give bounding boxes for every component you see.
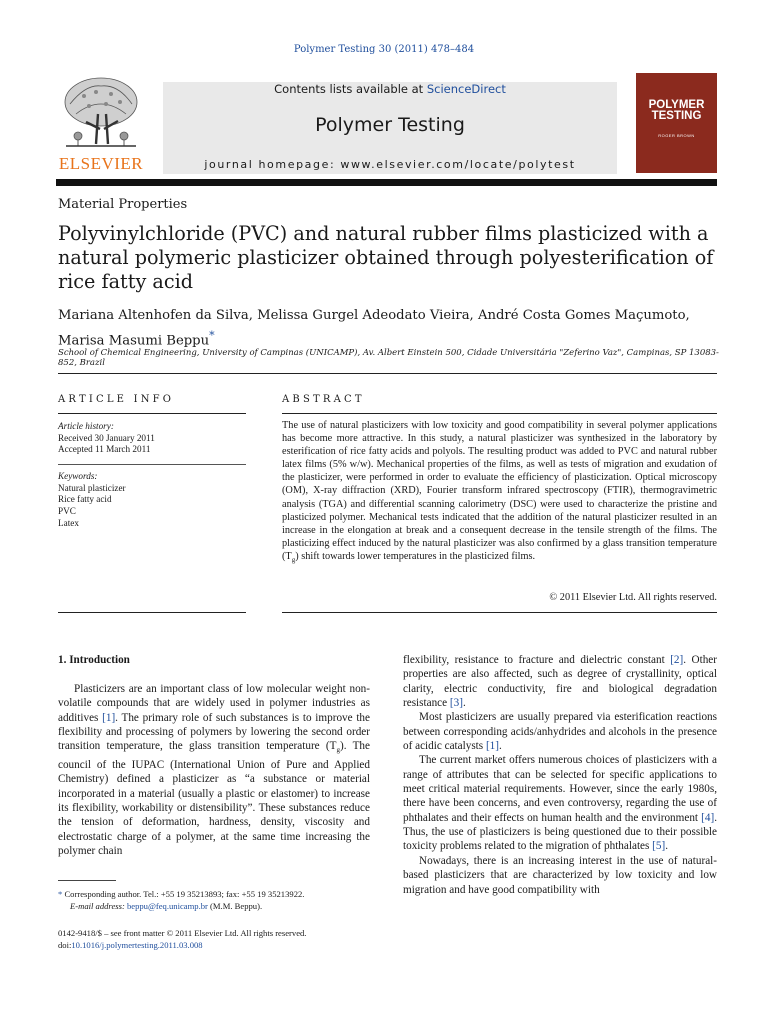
sciencedirect-link[interactable]: ScienceDirect bbox=[426, 82, 506, 96]
article-history bbox=[58, 421, 155, 456]
divider bbox=[58, 373, 717, 374]
email-line bbox=[58, 900, 378, 912]
text: ). The council of the IUPAC (International Union of Pure and Applied Chemistry) defined a plasticizer as “a substance or material incorporated in a material (usually a plastic or elastomer) to increase its flexibility, workability or distensibility”. These substances reduce the tension of deformation, hardness, density, viscosity and electrostatic charge of a polymer, at the same time increasing the polymer chain bbox=[58, 740, 370, 858]
text: . The primary role of such substances is to improve the flexibility and processing of polymers by lowering the second order transition temperature, the glass transition temperature (T bbox=[58, 711, 370, 753]
received-date: Received 30 January 2011 bbox=[58, 432, 155, 443]
paragraph bbox=[403, 753, 717, 853]
footnote-mark[interactable]: * bbox=[58, 889, 63, 899]
abstract-part: The use of natural plasticizers with low toxicity and good compatibility in several polymer applications has become more attractive. In this study, a natural plasticizer was synthesized in the laboratory by esterification of rice fatty acids and polyols. The resulting product was added to PVC and natural rubber latex films (5% w/w). Mechanical properties of the films, as well as tests of migration and exudation of the plasticizer, were performed in order to evaluate the efficiency of plasticization. Optical microscopy (OM), X-ray diffraction (XRD), Fourier transform infrared spectroscopy (FTIR), thermogravimetric analysis (TGA) and differential scanning calorimetry (DSC) were used to characterize the pristine and plasticized polymer. Mechanical tests indicated that the addition of the natural plasticizer resulted in an increase in the elongation at break and a consequent decrease in the tensile strength of the films. The plasticizing effect induced by the natural plasticizer was also confirmed by a glass transition temperature (T bbox=[282, 420, 717, 562]
history-label: Article history: bbox=[58, 421, 114, 431]
section-label: Material Properties bbox=[58, 197, 188, 212]
article-info-heading: ARTICLE INFO bbox=[58, 394, 175, 405]
abstract-text bbox=[282, 419, 717, 567]
cover-title-line1: POLYMER bbox=[648, 99, 705, 111]
keywords-label: Keywords: bbox=[58, 471, 98, 481]
journal-title: Polymer Testing bbox=[315, 114, 465, 136]
abstract-part: ) shift towards lower temperatures in the plasticized films. bbox=[295, 550, 536, 562]
doi-label: doi: bbox=[58, 940, 72, 951]
homepage-prefix: journal homepage: bbox=[204, 158, 341, 171]
corresponding-text: Corresponding author. Tel.: +55 19 35213893; fax: +55 19 35213922. bbox=[62, 889, 305, 899]
elsevier-wordmark: ELSEVIER bbox=[58, 154, 144, 173]
text: Most plasticizers are usually prepared via esterification reactions between corresponding acids/anhydrides and alcohols in the presence of acidic catalysts bbox=[403, 711, 717, 753]
front-matter bbox=[58, 927, 388, 951]
divider bbox=[282, 612, 717, 613]
homepage-line bbox=[163, 158, 617, 171]
footnote-divider bbox=[58, 880, 116, 881]
accepted-date: Accepted 11 March 2011 bbox=[58, 444, 151, 455]
keyword: Latex bbox=[58, 517, 79, 528]
divider bbox=[58, 612, 246, 613]
citation-link[interactable]: [1] bbox=[485, 740, 499, 753]
cover-title bbox=[636, 100, 717, 122]
body-column-left bbox=[58, 682, 370, 858]
journal-cover[interactable] bbox=[636, 73, 717, 173]
elsevier-logo bbox=[56, 74, 146, 174]
contents-line bbox=[163, 82, 617, 96]
paragraph bbox=[403, 710, 717, 753]
email-suffix: (M.M. Beppu). bbox=[207, 901, 263, 912]
divider bbox=[58, 464, 246, 465]
text: The current market offers numerous choices of plasticizers with a range of attributes that can be selected for specific applications to meet critical material requirements. However, since the early 1980s, there have been concerns, and even controversy, regarding the use of phthalates and their effects on human health and the environment bbox=[403, 754, 717, 824]
doi-link[interactable]: 10.1016/j.polymertesting.2011.03.008 bbox=[71, 940, 203, 951]
contents-prefix: Contents lists available at bbox=[274, 82, 427, 96]
citation-link[interactable]: [4] bbox=[701, 811, 715, 824]
keyword: Rice fatty acid bbox=[58, 494, 112, 505]
abstract-subscript: g bbox=[291, 555, 296, 564]
body-column-right bbox=[403, 653, 717, 897]
section-heading: 1. Introduction bbox=[58, 654, 130, 666]
affiliation: School of Chemical Engineering, University of Campinas (UNICAMP), Av. Albert Einstein 500, Cidade Universitária "Zeferino Vaz", Campinas, SP 13083-852, Brazil bbox=[58, 348, 719, 368]
keywords bbox=[58, 471, 126, 530]
journal-reference[interactable]: Polymer Testing 30 (2011) 478–484 bbox=[293, 44, 475, 55]
header-rule bbox=[56, 179, 717, 186]
paragraph bbox=[58, 682, 370, 858]
cover-author: ROGER BROWN bbox=[658, 133, 695, 138]
doi-line bbox=[58, 939, 388, 951]
citation-link[interactable]: [3] bbox=[449, 697, 463, 710]
citation-link[interactable]: [1] bbox=[102, 711, 116, 724]
abstract-copyright: © 2011 Elsevier Ltd. All rights reserved. bbox=[549, 592, 717, 603]
text: . Other properties are also affected, such as degree of crystallinity, optical clarity, electric conductivity, fire and biological degradation resistance bbox=[403, 654, 717, 710]
divider bbox=[58, 413, 246, 414]
keyword: PVC bbox=[58, 506, 76, 517]
homepage-link[interactable]: www.elsevier.com/locate/polytest bbox=[340, 158, 576, 171]
email-link[interactable]: beppu@feq.unicamp.br bbox=[126, 901, 208, 912]
elsevier-tree-icon bbox=[56, 74, 146, 152]
article-title: Polyvinylchloride (PVC) and natural rubber films plasticized with a natural polymeric plasticizer obtained through polyesterification of rice fatty acid bbox=[58, 222, 714, 293]
paragraph: Nowadays, there is an increasing interest in the use of natural-based plasticizers that are characterized by low toxicity and low migration and have good compatibility with bbox=[403, 854, 717, 896]
corresponding-line bbox=[58, 888, 378, 900]
email-label: E-mail address: bbox=[70, 901, 127, 912]
text: . bbox=[665, 840, 669, 853]
citation-link[interactable]: [5] bbox=[652, 840, 666, 853]
text: Plasticizers are an important class of low molecular weight non-volatile compounds that are widely used in polymer industries as additives bbox=[58, 683, 370, 724]
corresponding-footnote bbox=[58, 888, 378, 913]
text: flexibility, resistance to fracture and dielectric constant bbox=[403, 654, 671, 666]
text: . Thus, the use of plasticizers is being questioned due to their possible toxicity problems related to the migration of phthalates bbox=[403, 811, 717, 853]
subscript: g bbox=[336, 746, 340, 755]
front-matter-line: 0142-9418/$ – see front matter © 2011 Elsevier Ltd. All rights reserved. bbox=[58, 928, 307, 938]
cover-title-line2: TESTING bbox=[651, 110, 702, 122]
authors-text: Mariana Altenhofen da Silva, Melissa Gurgel Adeodato Vieira, André Costa Gomes Maçumoto, Marisa Masumi Beppu bbox=[58, 308, 690, 349]
abstract-heading: ABSTRACT bbox=[282, 394, 365, 405]
paragraph bbox=[403, 653, 717, 710]
author-list bbox=[58, 306, 728, 351]
keyword: Natural plasticizer bbox=[58, 482, 126, 493]
journal-masthead bbox=[163, 82, 617, 174]
citation-link[interactable]: [2] bbox=[670, 654, 684, 666]
divider bbox=[282, 413, 717, 414]
corresponding-author-mark[interactable]: * bbox=[209, 329, 215, 342]
text: . bbox=[499, 740, 502, 753]
text: . bbox=[462, 697, 466, 710]
